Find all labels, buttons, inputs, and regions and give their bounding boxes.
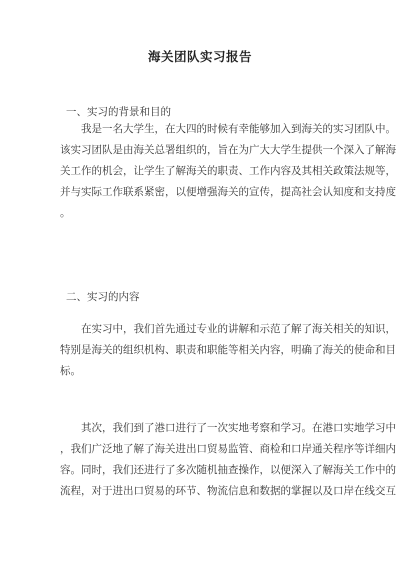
paragraph-line: 在实习中，我们首先通过专业的讲解和示范了解了海关相关的知识，: [81, 323, 396, 335]
paragraph-line: 。: [60, 207, 71, 219]
paragraph-line: 关工作的机会，让学生了解海关的职责、工作内容及其相关政策法规等，: [60, 165, 396, 177]
document-title: 海关团队实习报告: [147, 49, 252, 64]
section-heading-content: 二、实习的内容: [66, 291, 140, 303]
paragraph-line: 容。同时，我们还进行了多次随机抽查操作，以便深入了解海关工作中的: [60, 464, 396, 476]
paragraph-line: 我是一名大学生，在大四的时候有幸能够加入到海关的实习团队中。: [81, 123, 396, 135]
paragraph-line: 其次，我们到了港口进行了一次实地考察和学习。在港口实地学习中: [81, 422, 396, 434]
paragraph-line: 该实习团队是由海关总署组织的，旨在为广大大学生提供一个深入了解海: [60, 144, 396, 156]
paragraph-line: 并与实际工作联系紧密，以便增强海关的宣传，提高社会认知度和支持度: [60, 186, 396, 198]
paragraph-line: 流程，对于进出口贸易的环节、物流信息和数据的掌握以及口岸在线交互: [60, 485, 396, 497]
section-heading-background: 一、实习的背景和目的: [66, 106, 171, 118]
paragraph-line: ，我们广泛地了解了海关进出口贸易监管、商检和口岸通关程序等详细内: [60, 443, 396, 455]
paragraph-port-visit: [60, 418, 396, 502]
paragraph-line: 特别是海关的组织机构、职责和职能等相关内容，明确了海关的使命和目: [60, 344, 396, 356]
paragraph-background: [60, 119, 396, 224]
paragraph-content-intro: [60, 319, 396, 382]
paragraph-line: 标。: [60, 365, 81, 377]
